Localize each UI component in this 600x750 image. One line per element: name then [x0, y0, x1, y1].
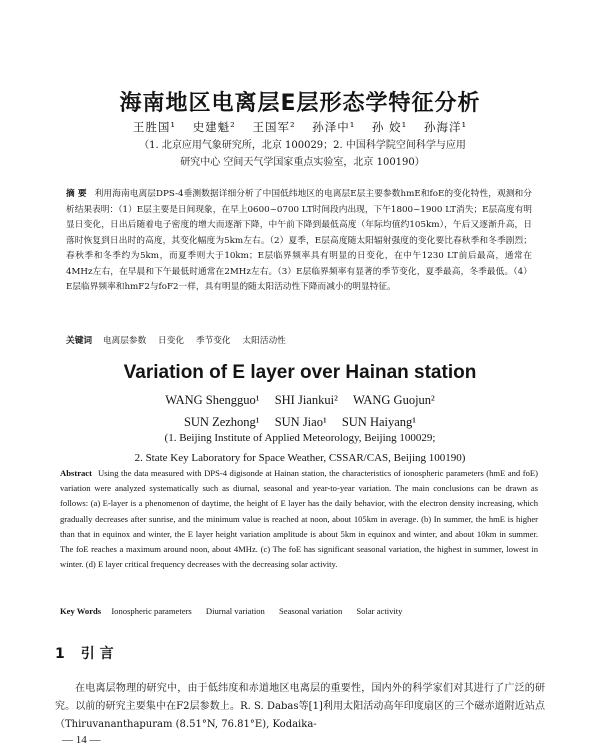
chinese-keywords [66, 334, 532, 346]
author: 孙 姣¹ [372, 120, 408, 134]
keyword: 日变化 [158, 336, 185, 346]
author: 孙泽中¹ [312, 120, 356, 134]
author-line [0, 389, 600, 411]
author: SUN Haiyang¹ [341, 415, 417, 429]
abstract-label: 摘 要 [66, 189, 87, 199]
english-title: Variation of E layer over Hainan station [123, 362, 477, 383]
chinese-author-list [0, 119, 600, 135]
section-title: 引 言 [80, 646, 114, 662]
keywords-label: Key Words [60, 606, 102, 616]
author: SUN Zezhong¹ [183, 415, 260, 429]
keywords-label: 关键词 [66, 336, 93, 346]
affiliation-line: (1. Beijing Institute of Applied Meteorology, Beijing 100029; [164, 432, 436, 444]
abstract-text: Using the data measured with DPS-4 digisonde at Hainan station, the characteristics of ionospheric parameters (hmE and foE) variation were analyzed systematically such as diurnal, seasonal and year-to-year variation. The main conclusions can be drawn as follows: (a) E-layer is a phenomenon of daytime, the height of E layer has the daily behavior, with the electron density increasing, which gradually decreases after sunrise, and the minimum value is reached at noon, about 105km in average. (b) In summer, the hmE is higher than that in equinox and winter, the E layer height variation amplitude is about 5km in equinox and winter, and about 10km in summer. The foE reaches a maximum around noon, about 4MHz. (c) The foE has significant seasonal variation, the highest in summer, lowest in winter. (d) E layer critical frequency decreases with the decreasing solar activity. [60, 468, 538, 570]
english-author-list [0, 389, 600, 433]
author: WANG Guojun² [352, 393, 435, 407]
chinese-title: 海南地区电离层E层形态学特征分析 [119, 91, 481, 116]
affiliation-line: （1. 北京应用气象研究所，北京 100029；2. 中国科学院空间科学与应用 [139, 140, 466, 151]
author: 王国军² [252, 120, 296, 134]
chinese-abstract [66, 187, 532, 296]
introduction-paragraph: 在电离层物理的研究中，由于低纬度和赤道地区电离层的重要性，国内外的科学家们对其进行了广泛的研究。以前的研究主要集中在F2层参数上。R. S. Dabas等[1]利用太阳活动高年印度扇区的三个磁赤道附近站点（Thiruvananthapuram (8.51°N, 76.81°E), Kodaika- [55, 683, 545, 730]
english-affiliations [0, 428, 600, 468]
author: WANG Shengguo¹ [165, 393, 260, 407]
author: 史建魁² [192, 120, 236, 134]
author: SHI Jiankui² [274, 393, 338, 407]
page-number: — 14 — [62, 734, 101, 746]
author: 王胜国¹ [132, 120, 177, 134]
chinese-affiliations [85, 137, 520, 171]
author: SUN Jiao¹ [274, 415, 327, 429]
keyword: Ionospheric parameters [111, 606, 192, 616]
english-keywords [60, 606, 538, 616]
abstract-label: Abstract [60, 468, 92, 478]
keyword: 季节变化 [195, 336, 231, 346]
author: 孙海洋¹ [423, 120, 468, 134]
section-heading-introduction [55, 643, 114, 663]
keyword: 电离层参数 [102, 336, 147, 346]
keyword: Diurnal variation [205, 606, 265, 616]
keyword: Seasonal variation [279, 606, 343, 616]
section-number: 1 [55, 646, 65, 662]
keyword: Solar activity [356, 606, 403, 616]
affiliation-line: 2. State Key Laboratory for Space Weather, CSSAR/CAS, Beijing 100190) [134, 452, 466, 464]
keyword: 太阳活动性 [242, 336, 286, 346]
english-abstract [60, 466, 538, 572]
affiliation-line: 研究中心 空间天气学国家重点实验室，北京 100190） [180, 157, 425, 168]
abstract-text: 利用海南电离层DPS-4垂测数据详细分析了中国低纬地区的电离层E层主要参数hmE和foE的变化特性，观测和分析结果表明：（1）E层主要是日间现象，在早上0600~0700 LT时间段内出现，下午1800~1900 LT消失；E层高度有明显日变化，日出后随着电子密度的增大而逐渐下降，中午前下降到最低高度（年际均值约105km），午后又逐渐升高，日落时恢复到日出时的高度，其变化幅度为5km左右。（2）夏季，E层高度随太阳辐射强度的变化要比春秋季和冬季剧烈；春秋季和冬季约为5km，而夏季则大于10km；E层临界频率具有明显的日变化，在中午1230 LT前后最高，通常在4MHz左右，在早晨和下午最低时通常在2MHz左右。（3）E层临界频率有显著的季节变化，夏季最高，冬季最低。（4）E层临界频率和hmF2与foF2一样，具有明显的随太阳活动性下降而减小的明显特征。 [66, 189, 532, 292]
